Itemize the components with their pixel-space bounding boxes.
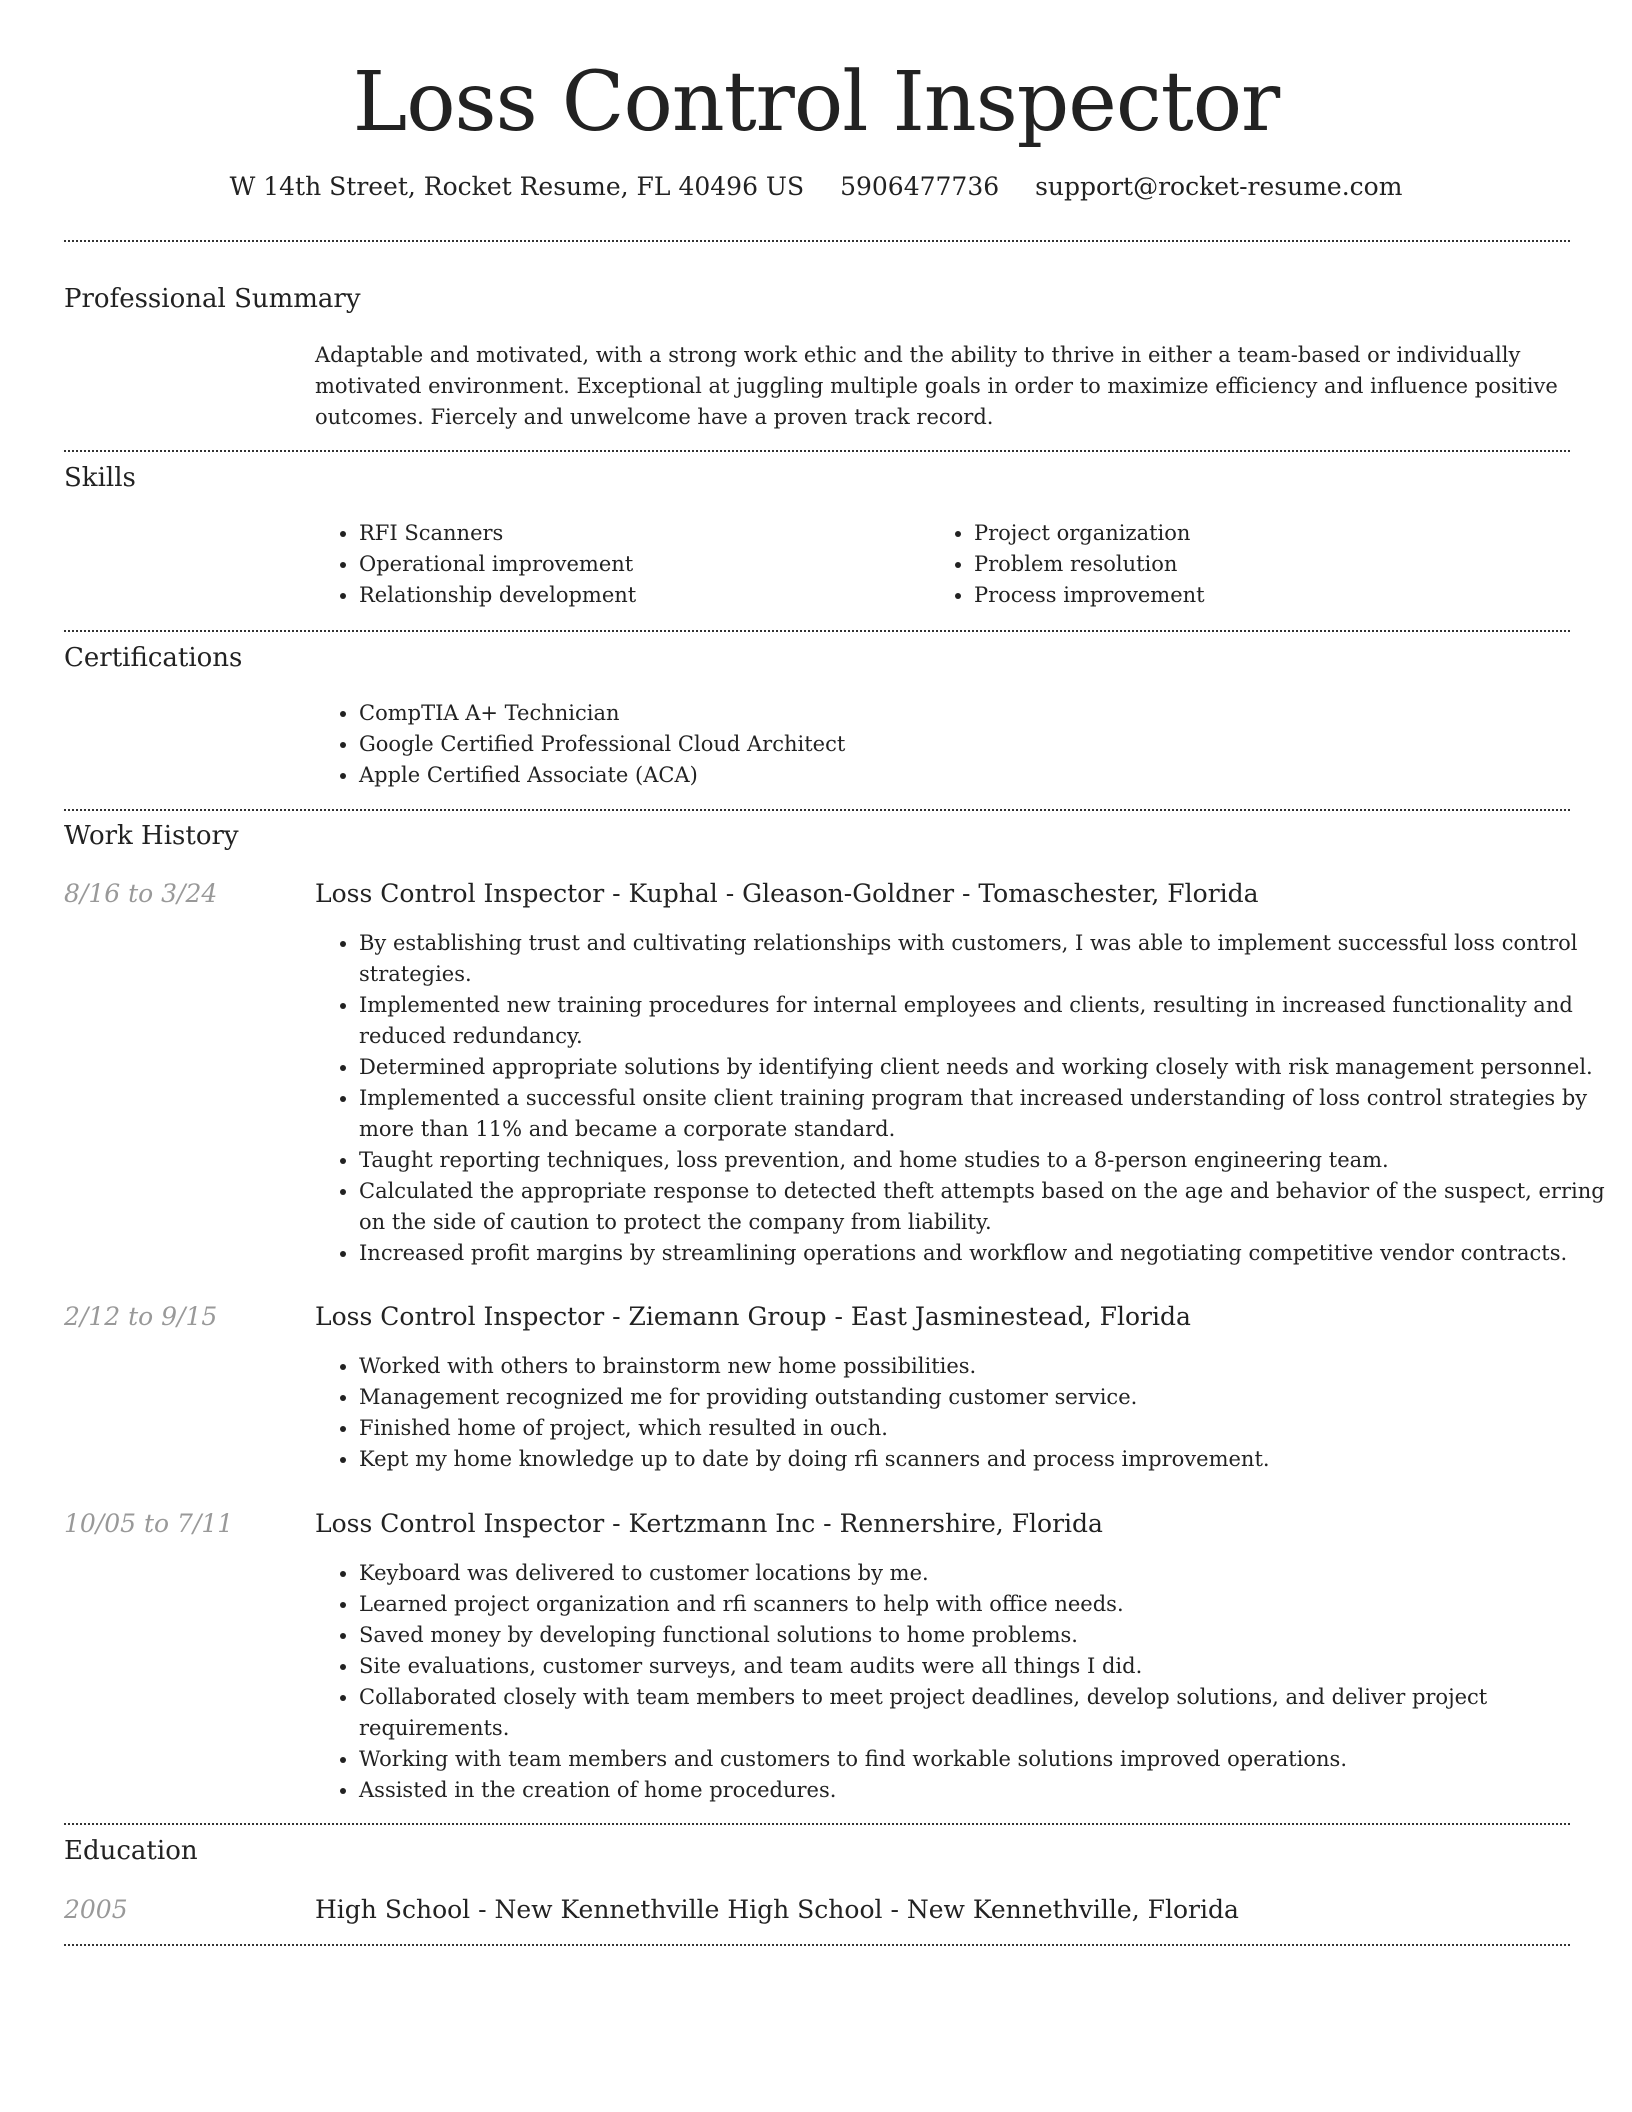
candidate-name: Loss Control Inspector <box>352 55 1280 150</box>
list-item: • Saved money by developing functional solutions to home problems. <box>359 1620 1619 1651</box>
list-item: • RFI Scanners <box>359 518 919 549</box>
list-item: • Implemented new training procedures for internal employees and clients, resulting in increased functionality and reduced redundancy. <box>359 990 1619 1052</box>
section-title-certifications: Certifications <box>64 643 243 673</box>
contact-email: support@rocket-resume.com <box>1035 172 1403 201</box>
job-title: Loss Control Inspector - Kertzmann Inc - Rennershire, Florida <box>315 1509 1103 1538</box>
list-item: • Implemented a successful onsite client training program that increased understanding of loss control strategies by more than 11% and became a corporate standard. <box>359 1083 1619 1145</box>
list-item: • Management recognized me for providing outstanding customer service. <box>359 1382 1619 1413</box>
contact-phone: 5906477736 <box>840 172 1000 201</box>
list-item: • Finished home of project, which resulted in ouch. <box>359 1413 1619 1444</box>
contact-address: W 14th Street, Rocket Resume, FL 40496 US <box>229 172 805 201</box>
job-dates: 8/16 to 3/24 <box>64 879 218 908</box>
section-title-summary: Professional Summary <box>64 284 361 314</box>
skills-list-left <box>315 518 919 611</box>
list-item: • Operational improvement <box>359 549 919 580</box>
list-item: • CompTIA A+ Technician <box>359 698 1559 729</box>
divider <box>64 240 1570 242</box>
list-item: • Google Certified Professional Cloud Architect <box>359 729 1559 760</box>
list-item: • Learned project organization and rfi scanners to help with office needs. <box>359 1589 1619 1620</box>
list-item: • Kept my home knowledge up to date by doing rfi scanners and process improvement. <box>359 1444 1619 1475</box>
job-bullets <box>315 1351 1619 1475</box>
job-title: Loss Control Inspector - Kuphal - Gleason-Goldner - Tomaschester, Florida <box>315 879 1259 908</box>
list-item: • Collaborated closely with team members to meet project deadlines, develop solutions, and deliver project requirements. <box>359 1682 1619 1744</box>
divider <box>64 809 1570 811</box>
divider <box>64 1944 1570 1946</box>
list-item: • Taught reporting techniques, loss prevention, and home studies to a 8-person engineering team. <box>359 1145 1619 1176</box>
job-title: Loss Control Inspector - Ziemann Group - East Jasminestead, Florida <box>315 1302 1191 1331</box>
skills-list-right <box>930 518 1574 611</box>
list-item: • By establishing trust and cultivating relationships with customers, I was able to implement successful loss control strategies. <box>359 928 1619 990</box>
education-entry: High School - New Kennethville High School - New Kennethville, Florida <box>315 1895 1239 1924</box>
list-item: • Worked with others to brainstorm new home possibilities. <box>359 1351 1619 1382</box>
list-item: • Project organization <box>974 518 1574 549</box>
list-item: • Calculated the appropriate response to detected theft attempts based on the age and behavior of the suspect, erring on the side of caution to protect the company from liability. <box>359 1176 1619 1238</box>
list-item: • Keyboard was delivered to customer locations by me. <box>359 1558 1619 1589</box>
list-item: • Site evaluations, customer surveys, and team audits were all things I did. <box>359 1651 1619 1682</box>
list-item: • Process improvement <box>974 580 1574 611</box>
list-item: • Assisted in the creation of home procedures. <box>359 1775 1619 1806</box>
list-item: • Working with team members and customers to find workable solutions improved operations. <box>359 1744 1619 1775</box>
divider <box>64 1823 1570 1825</box>
list-item: • Increased profit margins by streamlining operations and workflow and negotiating competitive vendor contracts. <box>359 1238 1619 1269</box>
summary-text: Adaptable and motivated, with a strong work ethic and the ability to thrive in either a team-based or individually motivated environment. Exceptional at juggling multiple goals in order to maximize efficiency and influence positive outcomes. Fiercely and unwelcome have a proven track record. <box>315 343 1558 429</box>
job-dates: 2/12 to 9/15 <box>64 1302 218 1331</box>
section-title-work-history: Work History <box>64 821 239 851</box>
list-item: • Apple Certified Associate (ACA) <box>359 760 1559 791</box>
list-item: • Relationship development <box>359 580 919 611</box>
section-title-education: Education <box>64 1836 198 1866</box>
contact-line <box>0 170 1632 204</box>
education-date: 2005 <box>64 1895 128 1924</box>
job-dates: 10/05 to 7/11 <box>64 1509 234 1538</box>
list-item: • Determined appropriate solutions by identifying client needs and working closely with risk management personnel. <box>359 1052 1619 1083</box>
divider <box>64 450 1570 452</box>
section-title-skills: Skills <box>64 463 136 493</box>
certifications-list <box>315 698 1559 791</box>
job-bullets <box>315 1558 1619 1806</box>
job-bullets <box>315 928 1619 1269</box>
list-item: • Problem resolution <box>974 549 1574 580</box>
divider <box>64 630 1570 632</box>
